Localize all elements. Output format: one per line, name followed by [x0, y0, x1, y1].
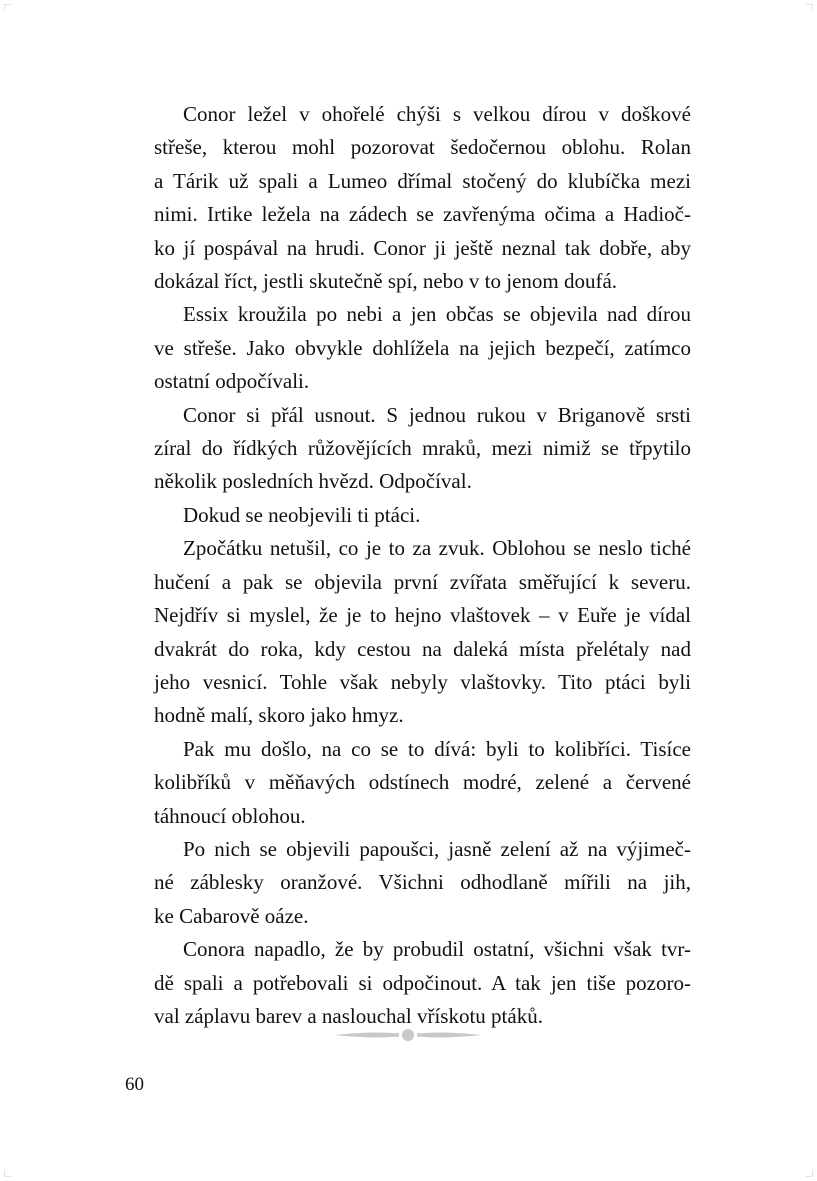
text-line: jeho vesnicí. Tohle však nebyly vlaštovky. Tito ptáci byli [154, 669, 691, 694]
text-line: střeše, kterou mohl pozorovat šedočernou oblohu. Rolan [154, 135, 691, 160]
crop-mark [4, 4, 11, 11]
text-line: dě spali a potřebovali si odpočinout. A tak jen tiše pozoro- [154, 970, 691, 995]
text-line: Essix kroužila po nebi a jen občas se objevila nad dírou [183, 302, 691, 327]
paragraph [125, 98, 691, 298]
text-line: dvakrát do roka, kdy cestou na daleká místa přelétaly nad [154, 636, 691, 661]
text-line: a Tárik už spali a Lumeo dřímal stočený do klubíčka mezi [154, 168, 691, 193]
text-line: dokázal říct, jestli skutečně spí, nebo v to jenom doufá. [154, 269, 618, 294]
paragraph [125, 933, 691, 1033]
body-text [125, 98, 691, 1033]
crop-mark [806, 4, 813, 11]
text-line: val záplavu barev a naslouchal vřískotu ptáků. [154, 1003, 543, 1028]
text-line: ko jí pospával na hrudi. Conor ji ještě neznal tak dobře, aby [154, 235, 691, 260]
text-line: hučení a pak se objevila první zvířata směřující k severu. [154, 569, 691, 594]
text-line: hodně malí, skoro jako hmyz. [154, 703, 404, 728]
text-line: Conor si přál usnout. S jednou rukou v Briganově srsti [183, 402, 691, 427]
text-line: né záblesky oranžové. Všichni odhodlaně mířili na jih, [154, 870, 691, 895]
text-line: Conora napadlo, že by probudil ostatní, všichni však tvr- [183, 937, 691, 962]
text-line: Pak mu došlo, na co se to dívá: byli to kolibříci. Tisíce [183, 736, 691, 761]
text-line: Po nich se objevili papoušci, jasně zelení až na výjimeč- [183, 836, 691, 861]
text-line: Conor ležel v ohořelé chýši s velkou dírou v doškové [183, 102, 691, 126]
paragraph [125, 298, 691, 398]
paragraph [125, 833, 691, 933]
paragraph [125, 733, 691, 833]
text-line: Zpočátku netušil, co je to za zvuk. Oblohou se neslo tiché [183, 536, 691, 561]
text-line: ostatní odpočívali. [154, 369, 310, 394]
crop-mark [4, 1170, 11, 1177]
text-line: kolibříků v měňavých odstínech modré, zelené a červené [154, 770, 691, 795]
page-number: 60 [125, 1074, 144, 1095]
text-line: Dokud se neobjevili ti ptáci. [183, 502, 421, 527]
text-line: ke Cabarově oáze. [154, 903, 309, 928]
section-divider-ornament-icon [333, 1024, 483, 1046]
crop-mark [806, 1170, 813, 1177]
text-line: ve střeše. Jako obvykle dohlížela na jejich bezpečí, zatímco [154, 335, 691, 360]
text-line: několik posledních hvězd. Odpočíval. [154, 469, 472, 494]
paragraph [125, 499, 691, 532]
text-line: Nejdřív si myslel, že je to hejno vlaštovek – v Euře je vídal [154, 603, 691, 628]
text-line: nimi. Irtike ležela na zádech se zavřenýma očima a Hadioč- [154, 202, 691, 227]
text-line: táhnoucí oblohou. [154, 803, 306, 828]
paragraph [125, 399, 691, 499]
text-line: zíral do řídkých růžovějících mraků, mezi nimiž se třpytilo [154, 436, 691, 461]
paragraph [125, 532, 691, 732]
